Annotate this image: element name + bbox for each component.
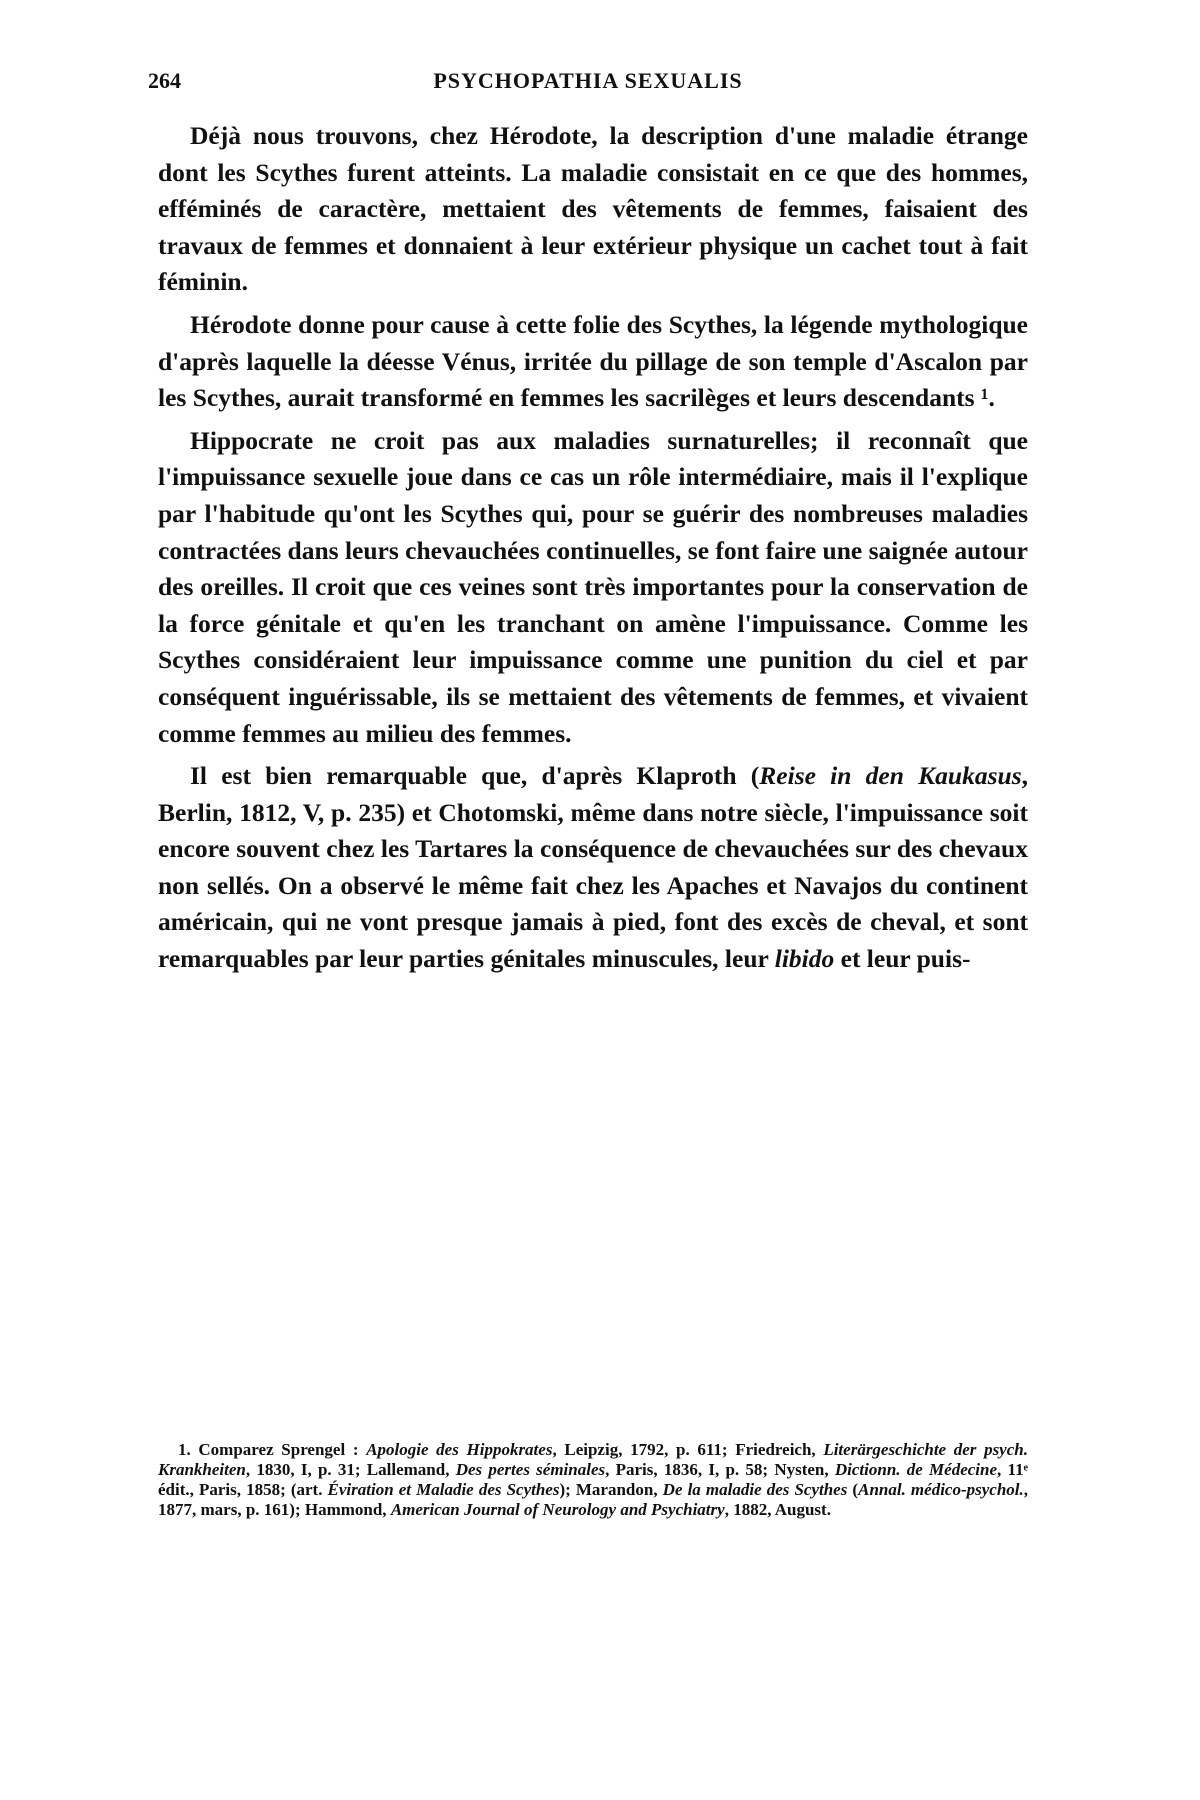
text-run: , 1830, I, p. 31; Lallemand, [245,1460,456,1479]
text-run: Dictionn. de Médecine [834,1460,998,1479]
text-run: Il est bien remarquable que, d'après Klaproth ( [190,761,760,791]
text-run: 1. Comparez Sprengel : [178,1440,367,1459]
text-run: , 11ᵉ édit., Paris, 1858; (art. [158,1460,1028,1499]
text-run: Literärgeschichte der psych. Krankheiten [158,1440,1028,1479]
footnote-1 [158,1440,1028,1520]
paragraph: Hippocrate ne croit pas aux maladies surnaturelles; il reconnaît que l'impuissance sexuelle joue dans ce cas un rôle intermédiaire, mais il l'explique par l'habitude qu'ont les Scythes qui, pour se guérir des nombreuses maladies contractées dans leurs chevauchées continuelles, se font faire une saignée autour des oreilles. Il croit que ces veines sont très importantes pour la conservation de la force génitale et qu'en les tranchant on amène l'impuissance. Comme les Scythes considéraient leur impuissance comme une punition du ciel et par conséquent inguérissable, ils se mettaient des vêtements de femmes, et vivaient comme femmes au milieu des femmes. [158,425,1028,748]
page-number: 264 [148,68,181,93]
italic-term: libido [774,944,835,974]
text-run: Apologie des Hippokrates [366,1440,553,1459]
text-run: , 1882, August. [724,1500,831,1519]
text-run: , Paris, 1836, I, p. 58; Nysten, [605,1460,835,1479]
text-run: , 1877, mars, p. 161); Hammond, [158,1480,1029,1519]
text-run: De la maladie des Scythes [662,1480,848,1499]
text-run: et leur puis- [834,944,971,974]
running-title: PSYCHOPATHIA SEXUALIS [433,68,743,93]
body-text [158,118,1028,984]
book-title: Reise in den Kaukasus [759,761,1022,791]
text-run: American Journal of Neurology and Psychiatry [390,1500,725,1519]
paragraph: Déjà nous trouvons, chez Hérodote, la description d'une maladie étrange dont les Scythes furent atteints. La maladie consistait en ce que des hommes, efféminés de caractère, mettaient des vêtements de femmes, faisaient des travaux de femmes et donnaient à leur extérieur physique un cachet tout à fait féminin. [158,121,1028,297]
paragraph: Hérodote donne pour cause à cette folie des Scythes, la légende mythologique d'après laquelle la déesse Vénus, irritée du pillage de son temple d'Ascalon par les Scythes, aurait transformé en femmes les sacrilèges et leurs descendants ¹. [158,309,1028,413]
footnotes [158,1440,1028,1520]
text-run: Éviration et Maladie des Scythes [327,1480,560,1499]
text-run: , Berlin, 1812, V, p. 235) et Chotomski, même dans notre siècle, l'impuissance soit encore souvent chez les Tartares la conséquence de chevauchées sur des chevaux non sellés. On a observé le même fait chez les Apaches et Navajos du continent américain, qui ne vont presque jamais à pied, font des excès de cheval, et sont remarquables par leur parties génitales minuscules, leur [158,761,1029,974]
text-run: , Leipzig, 1792, p. 611; Friedreich, [552,1440,824,1459]
text-run: Annal. médico-psychol. [858,1480,1024,1499]
text-run: ( [847,1480,859,1499]
text-run: ); Marandon, [559,1480,663,1499]
paragraph [158,758,1028,978]
text-run: Des pertes séminales [455,1460,606,1479]
running-header [148,68,1028,102]
